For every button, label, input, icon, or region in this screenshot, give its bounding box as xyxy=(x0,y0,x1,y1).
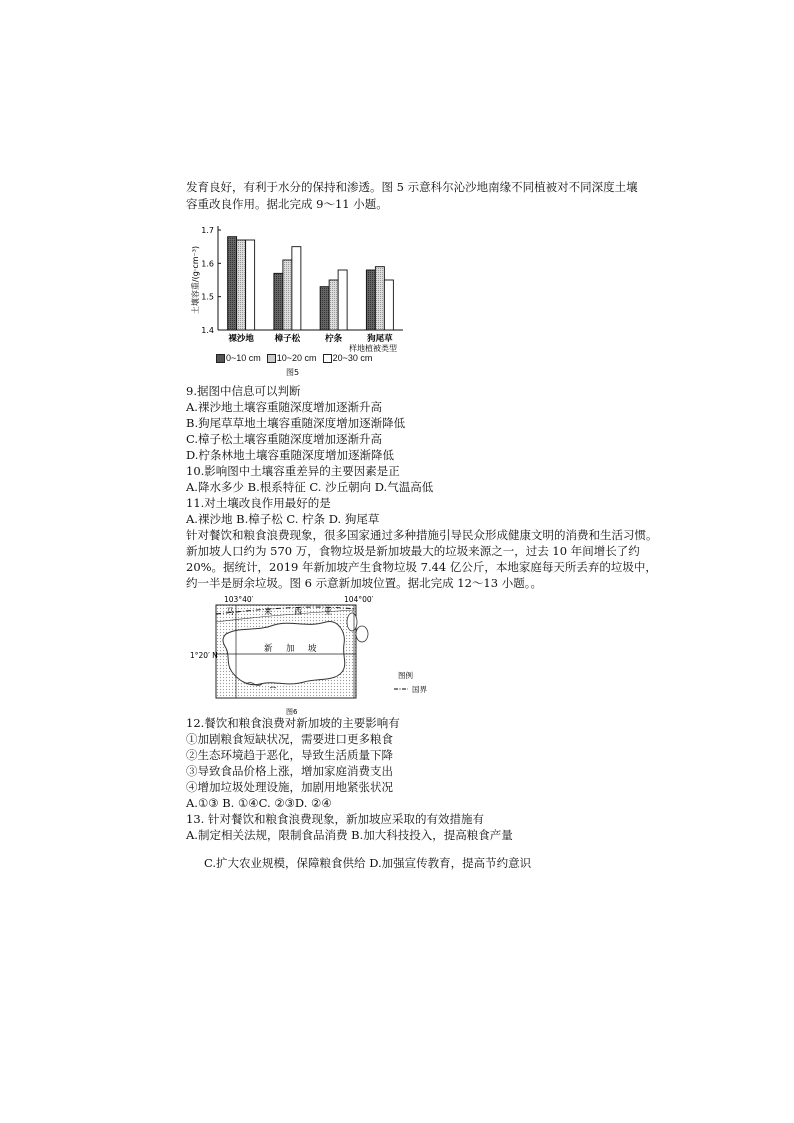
x-tick-label: 狗尾草 xyxy=(367,334,393,344)
x-tick-label: 柠条 xyxy=(325,334,343,344)
passage-line: 新加坡人口约为 570 万，食物垃圾是新加坡最大的垃圾来源之一，过去 10 年间增长了约 xyxy=(186,544,640,558)
bar-裸沙地-0~10 cm xyxy=(228,237,237,330)
island-icon xyxy=(347,613,357,631)
bar-樟子松-0~10 cm xyxy=(274,273,283,330)
q-line: C.樟子松土壤容重随深度增加逐渐升高 xyxy=(186,432,383,446)
q-line: 10.影响图中土壤容重差异的主要因素是正 xyxy=(186,464,400,478)
q-line: ②生态环境趋于恶化，导致生活质量下降 xyxy=(186,748,393,762)
map-lat-label: 1°20′ N xyxy=(190,651,218,660)
q-line: A.制定相关法规，限制食品消费 B.加大科技投入，提高粮食产量 xyxy=(186,828,513,842)
legend-item-20-30: 20~30 cm xyxy=(323,353,373,363)
q-line: B.狗尾草草地土壤容重随深度增加逐渐降低 xyxy=(186,416,406,430)
map-label-singapore-3: 坡 xyxy=(308,644,317,654)
singapore-map xyxy=(186,592,436,718)
passage-line: 针对餐饮和粮食浪费现象，很多国家通过多种措施引导民众形成健康文明的消费和生活习惯。 xyxy=(186,528,658,542)
bar-柠条-0~10 cm xyxy=(320,287,329,330)
y-axis-label: 土壤容重/(g·cm⁻³) xyxy=(191,245,200,315)
x-tick-label: 裸沙地 xyxy=(228,334,254,344)
q-line: ①加剧粮食短缺状况，需要进口更多粮食 xyxy=(186,732,393,746)
soil-density-bar-chart xyxy=(178,222,418,354)
bar-狗尾草-10~20 cm xyxy=(375,267,384,330)
q-line: A.裸沙地土壤容重随深度增加逐渐升高 xyxy=(186,400,382,414)
chart-legend xyxy=(216,353,372,363)
map-label-malaysia-3: 西 xyxy=(294,607,302,616)
bar-樟子松-20~30 cm xyxy=(292,247,301,330)
q-line: A.①③ B. ①④C. ②③D. ②④ xyxy=(186,796,332,810)
q-line-last: C.扩大农业规模，保障粮食供给 D.加强宣传教育，提高节约意识 xyxy=(204,856,532,870)
y-tick-label: 1.5 xyxy=(201,292,214,302)
y-tick-label: 1.6 xyxy=(201,259,214,269)
map-label-singapore-2: 加 xyxy=(286,644,295,654)
q-line: D.柠条林地土壤容重随深度增加逐渐降低 xyxy=(186,448,394,462)
intro-line-1: 发育良好，有利于水分的保持和渗透。图 5 示意科尔沁沙地南缘不同植被对不同深度土壤 xyxy=(186,180,638,194)
y-tick-label: 1.4 xyxy=(201,326,214,335)
x-axis-label: 样地植被类型 xyxy=(349,344,397,353)
island-icon xyxy=(356,626,368,642)
q-line: A.裸沙地 B.樟子松 C. 柠条 D. 狗尾草 xyxy=(186,512,380,526)
bar-柠条-10~20 cm xyxy=(329,280,338,330)
q-line: ③导致食品价格上涨，增加家庭消费支出 xyxy=(186,764,393,778)
map-lon-right: 104°00′ xyxy=(344,595,374,604)
map-legend-title: 图例 xyxy=(398,671,413,680)
bar-柠条-20~30 cm xyxy=(338,270,347,330)
map-legend-border: 国界 xyxy=(412,685,427,694)
bar-狗尾草-0~10 cm xyxy=(366,270,375,330)
passage-line: 约一半是厨余垃圾。图 6 示意新加坡位置。据北完成 12～13 小题。。 xyxy=(186,576,542,590)
y-tick-label: 1.7 xyxy=(201,226,214,235)
legend-swatch-0-10 xyxy=(216,354,225,363)
bar-樟子松-10~20 cm xyxy=(283,260,292,330)
x-tick-label: 樟子松 xyxy=(274,334,301,344)
figure-6-caption: 图6 xyxy=(286,708,298,716)
legend-swatch-20-30 xyxy=(323,354,332,363)
bar-裸沙地-20~30 cm xyxy=(246,240,255,330)
passage-line: 20%。据统计，2019 年新加坡产生食物垃圾 7.44 亿公斤，本地家庭每天所丢弃的垃圾中， xyxy=(186,560,657,574)
map-label-malaysia-2: 来 xyxy=(264,607,272,616)
legend-item-0-10: 0~10 cm xyxy=(216,353,261,363)
q-line: 11.对土壤改良作用最好的是 xyxy=(186,496,331,510)
figure-5-caption: 图5 xyxy=(286,368,300,377)
legend-swatch-10-20 xyxy=(267,354,276,363)
q-line: ④增加垃圾处理设施，加剧用地紧张状况 xyxy=(186,780,393,794)
legend-item-10-20: 10~20 cm xyxy=(267,353,317,363)
map-lon-left: 103°40′ xyxy=(224,595,254,604)
map-label-singapore-1: 新 xyxy=(264,644,273,654)
q-line: 9.据图中信息可以判断 xyxy=(186,384,301,398)
q-line: 13. 针对餐饮和粮食浪费现象，新加坡应采取的有效措施有 xyxy=(186,812,484,826)
bar-裸沙地-10~20 cm xyxy=(237,240,246,330)
bar-狗尾草-20~30 cm xyxy=(384,280,393,330)
map-label-malaysia-1: 马 xyxy=(226,607,234,616)
map-label-malaysia-4: 亚 xyxy=(324,607,332,616)
q-line: A.降水多少 B.根系特征 C. 沙丘朝向 D.气温高低 xyxy=(186,480,434,494)
q-line: 12.餐饮和粮食浪费对新加坡的主要影响有 xyxy=(186,716,400,730)
intro-line-2: 容重改良作用。据北完成 9～11 小题。 xyxy=(186,197,388,211)
singapore-land xyxy=(223,622,345,685)
